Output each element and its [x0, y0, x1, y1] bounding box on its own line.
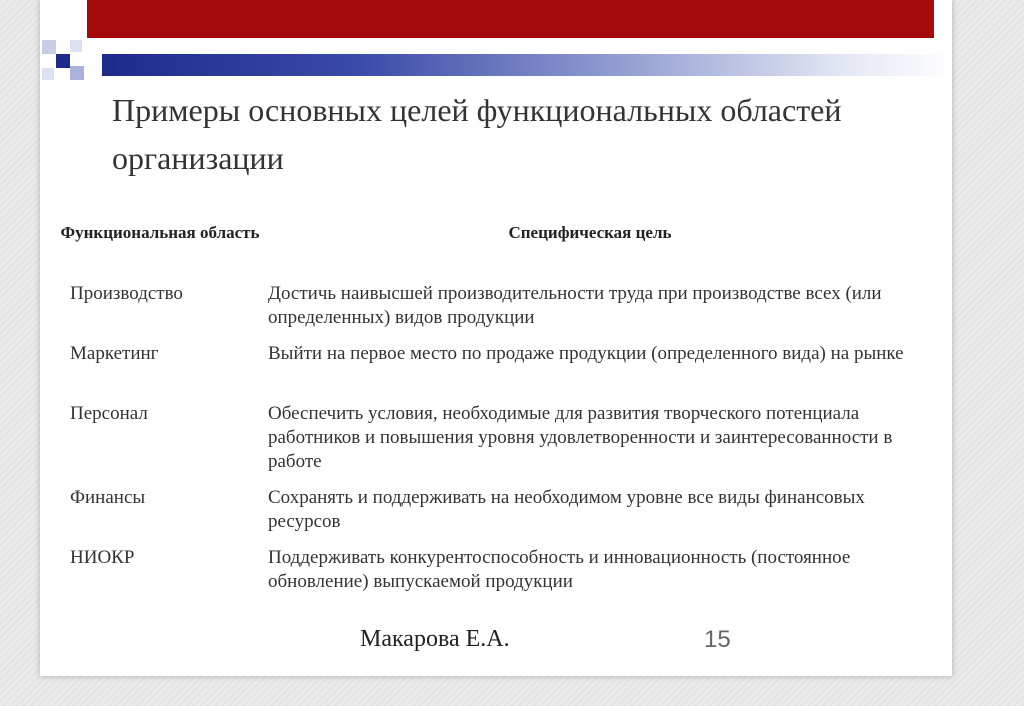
page-number: 15	[704, 626, 731, 653]
row-area-marketing: Маркетинг	[70, 343, 159, 364]
decor-square	[70, 40, 82, 52]
top-red-bar	[87, 0, 934, 38]
row-area-personnel: Персонал	[70, 403, 148, 424]
decor-square	[42, 68, 54, 80]
decor-square	[70, 66, 84, 80]
column-header-area: Функциональная область	[60, 223, 260, 242]
slide	[40, 0, 952, 676]
row-goal-production: Достичь наивысшей производительности труда при производстве всех (или определенных) видов продукции	[268, 283, 882, 328]
row-goal-personnel: Обеспечить условия, необходимые для развития творческого потенциала работников и повышения уровня удовлетворенности и заинтересованности в работе	[268, 403, 893, 472]
row-goal-marketing: Выйти на первое место по продаже продукции (определенного вида) на рынке	[268, 343, 904, 364]
row-goal-rnd: Поддерживать конкурентоспособность и инновационность (постоянное обновление) выпускаемой продукции	[268, 547, 851, 592]
row-area-rnd: НИОКР	[70, 547, 135, 568]
row-area-finance: Финансы	[70, 487, 146, 508]
column-header-goal: Специфическая цель	[508, 223, 672, 242]
decor-square	[42, 40, 56, 54]
slide-title: Примеры основных целей функциональных областей организации	[112, 92, 842, 176]
decor-square	[56, 54, 70, 68]
gradient-bar	[102, 54, 952, 76]
row-goal-finance: Сохранять и поддерживать на необходимом уровне все виды финансовых ресурсов	[268, 487, 865, 532]
footer-author: Макарова Е.А.	[360, 626, 510, 652]
row-area-production: Производство	[70, 283, 183, 304]
